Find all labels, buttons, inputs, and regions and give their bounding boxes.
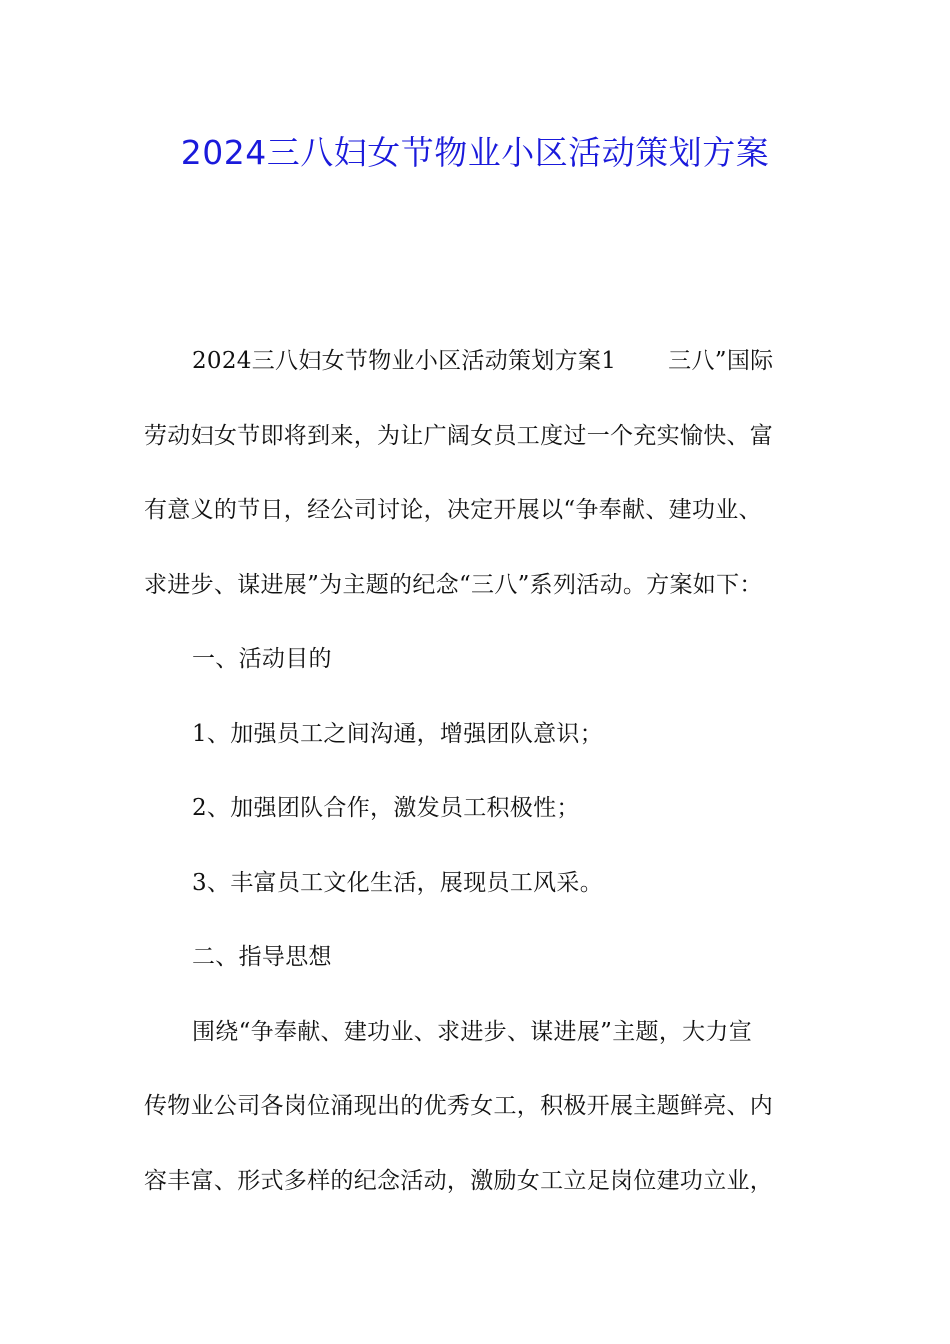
paragraph-1-line-4: 求进步、谋进展”为主题的纪念“三八”系列活动。方案如下：: [144, 571, 763, 598]
goal-item-1: 1、加强员工之间沟通，增强团队意识；: [192, 720, 604, 747]
section-2-heading: 二、指导思想: [192, 944, 332, 970]
section-1-heading: 一、活动目的: [192, 646, 332, 672]
paragraph-2-line-1: 围绕“争奉献、建功业、求进步、谋进展”主题，大力宣: [192, 1018, 753, 1045]
paragraph-2-line-2: 传物业公司各岗位涌现出的优秀女工，积极开展主题鲜亮、内: [144, 1093, 774, 1119]
goal-item-2: 2、加强团队合作，激发员工积极性；: [192, 795, 580, 821]
document-title: 2024三八妇女节物业小区活动策划方案: [180, 133, 770, 172]
paragraph-1-line-2: 劳动妇女节即将到来，为让广阔女员工度过一个充实愉快、富: [144, 422, 774, 449]
paragraph-2-line-3: 容丰富、形式多样的纪念活动，激励女工立足岗位建功立业，: [144, 1167, 774, 1194]
document-body: [144, 336, 806, 1230]
paragraph-1-line-1-part-a: 2024三八妇女节物业小区活动策划方案1: [192, 348, 617, 374]
paragraph-1-line-3: 有意义的节日，经公司讨论，决定开展以“争奉献、建功业、: [144, 497, 762, 523]
paragraph-1-line-1: [144, 336, 806, 411]
goal-item-3: 3、丰富员工文化生活，展现员工风采。: [192, 869, 604, 896]
paragraph-1-line-1-part-b: 三八”国际: [668, 348, 774, 374]
